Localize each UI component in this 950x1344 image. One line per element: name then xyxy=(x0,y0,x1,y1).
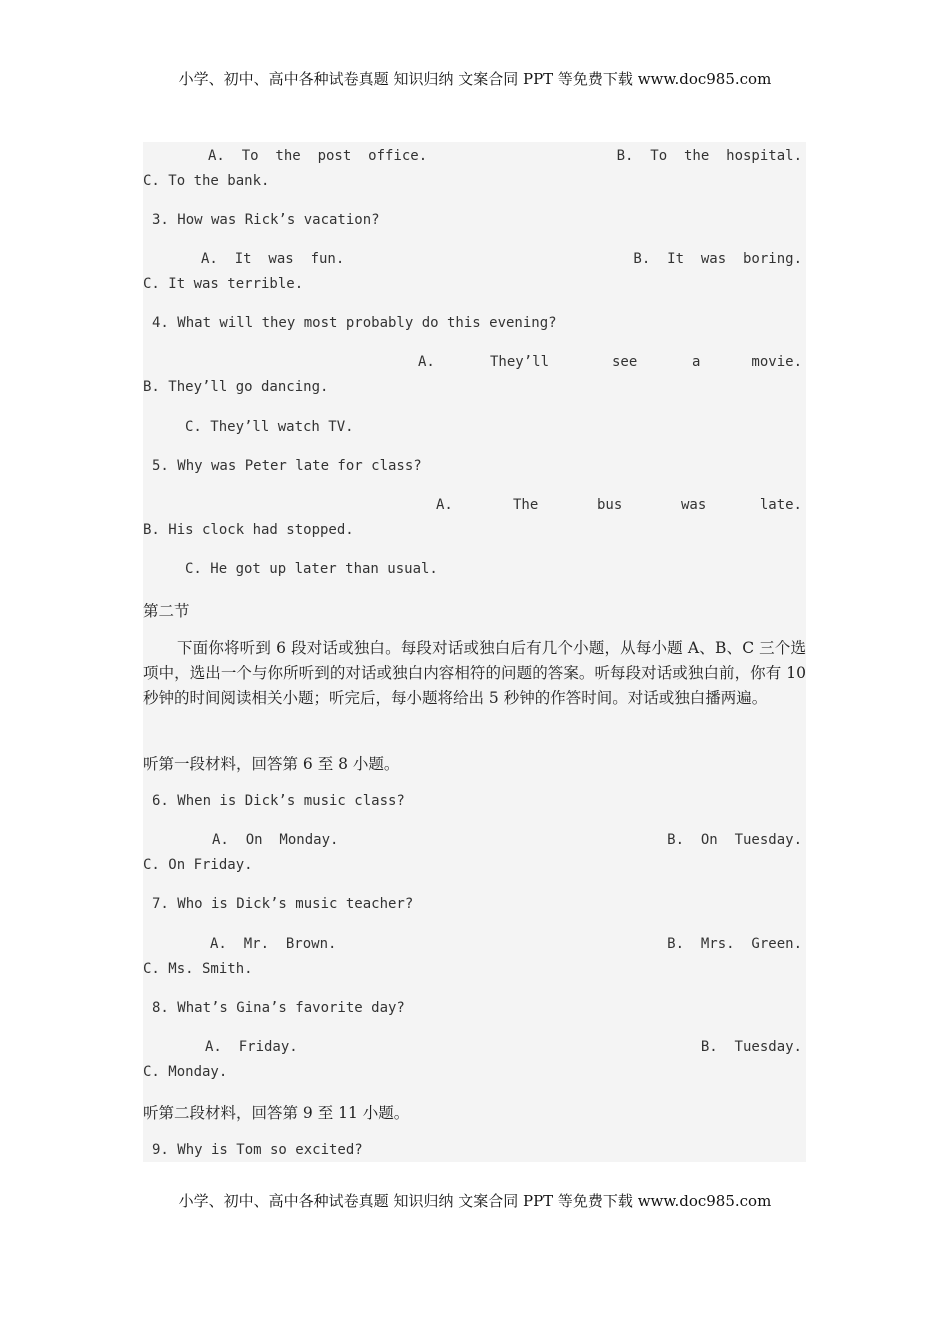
page-footer: 小学、初中、高中各种试卷真题 知识归纳 文案合同 PPT 等免费下载 www.doc985.com xyxy=(178,1192,772,1210)
section-instruction: 下面你将听到 6 段对话或独白。每段对话或独白后有几个小题，从每小题 A、B、C 三个选项中，选出一个与你所听到的对话或独白内容相符的问题的答案。听每段对话或独白前，你有 10 秒钟的时间阅读相关小题；听完后，每小题将给出 5 秒钟的作答时间。对话或独白播两遍。 xyxy=(143,639,806,707)
q3-option-b: B. It was boring. xyxy=(633,251,802,267)
q4-option-c: C. They’ll watch TV. xyxy=(185,419,354,435)
q5-option-a-word: was xyxy=(681,497,707,513)
passage-2-intro: 听第二段材料，回答第 9 至 11 小题。 xyxy=(143,1104,410,1122)
q4-option-a-word: They’ll xyxy=(490,354,550,370)
exam-content xyxy=(143,142,806,1162)
q7-option-a: A. Mr. Brown. xyxy=(210,936,337,952)
q3-question: 3. How was Rick’s vacation? xyxy=(152,212,380,228)
q4-option-b: B. They’ll go dancing. xyxy=(143,379,329,395)
q7-question: 7. Who is Dick’s music teacher? xyxy=(152,896,414,912)
q5-option-b: B. His clock had stopped. xyxy=(143,522,354,538)
q8-option-a: A. Friday. xyxy=(205,1039,298,1055)
q6-option-b: B. On Tuesday. xyxy=(667,832,802,848)
q4-question: 4. What will they most probably do this evening? xyxy=(152,315,557,331)
passage-1-intro: 听第一段材料，回答第 6 至 8 小题。 xyxy=(143,755,400,773)
q2-option-b: B. To the hospital. xyxy=(616,148,802,164)
q4-option-a-word: a xyxy=(692,354,701,370)
q4-option-a-word: see xyxy=(612,354,638,370)
q3-option-a: A. It was fun. xyxy=(201,251,345,267)
q7-option-b: B. Mrs. Green. xyxy=(667,936,802,952)
q8-option-c: C. Monday. xyxy=(143,1064,228,1080)
q2-option-c: C. To the bank. xyxy=(143,173,270,189)
q9-question: 9. Why is Tom so excited? xyxy=(152,1142,363,1158)
q3-option-c: C. It was terrible. xyxy=(143,276,304,292)
q5-option-a-word: late. xyxy=(759,497,802,513)
q6-question: 6. When is Dick’s music class? xyxy=(152,793,405,809)
page-header: 小学、初中、高中各种试卷真题 知识归纳 文案合同 PPT 等免费下载 www.doc985.com xyxy=(178,70,772,88)
q2-option-a: A. To the post office. xyxy=(208,148,428,164)
q6-option-c: C. On Friday. xyxy=(143,857,253,873)
q5-question: 5. Why was Peter late for class? xyxy=(152,458,422,474)
section-title: 第二节 xyxy=(143,602,190,620)
q4-option-a-label: A. xyxy=(418,354,435,370)
q5-option-a-label: A. xyxy=(436,497,453,513)
q5-option-a-word: The xyxy=(513,497,539,513)
q4-option-a-word: movie. xyxy=(751,354,802,370)
q8-option-b: B. Tuesday. xyxy=(700,1039,802,1055)
q6-option-a: A. On Monday. xyxy=(212,832,339,848)
q5-option-c: C. He got up later than usual. xyxy=(185,561,438,577)
q8-question: 8. What’s Gina’s favorite day? xyxy=(152,1000,405,1016)
q7-option-c: C. Ms. Smith. xyxy=(143,961,253,977)
q5-option-a-word: bus xyxy=(597,497,623,513)
